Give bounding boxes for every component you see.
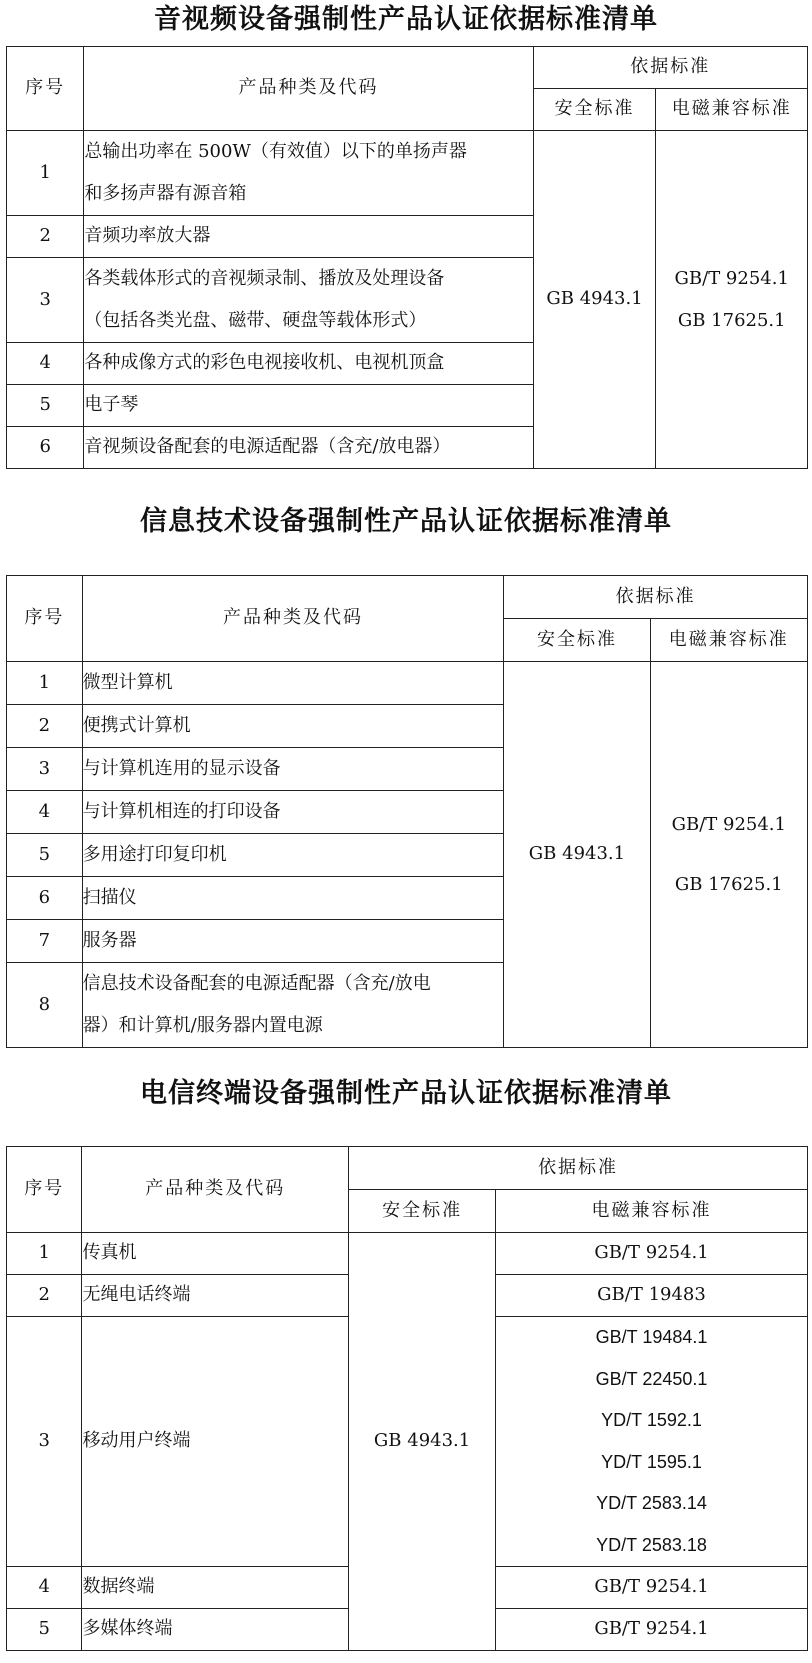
row-number: 5 [7,834,83,877]
emc-standard: GB/T 19483 [496,1275,808,1317]
table1-title: 音视频设备强制性产品认证依据标准清单 [154,4,658,35]
table2 [6,575,808,1048]
row-number: 6 [7,427,84,469]
product-cell: 便携式计算机 [82,705,504,748]
seq-header: 序号 [7,576,83,662]
safety-standard: GB 4943.1 [504,662,650,1048]
product-cell: 微型计算机 [82,662,504,705]
product-header: 产品种类及代码 [84,47,533,131]
row-number: 2 [7,1275,82,1317]
emc-standard: GB/T 9254.1 [496,1567,808,1609]
safety-header: 安全标准 [349,1190,496,1233]
row-number: 5 [7,1609,82,1651]
emc-header: 电磁兼容标准 [656,89,808,131]
product-cell: 扫描仪 [82,877,504,920]
product-cell: 音频功率放大器 [84,216,533,258]
product-header: 产品种类及代码 [82,576,504,662]
table1 [6,46,808,469]
row-number: 7 [7,920,83,963]
row-number: 2 [7,705,83,748]
product-cell: 数据终端 [82,1567,349,1609]
basis-header: 依据标准 [533,47,807,89]
row-number: 2 [7,216,84,258]
product-cell: 与计算机相连的打印设备 [82,791,504,834]
table3-title: 电信终端设备强制性产品认证依据标准清单 [140,1078,672,1109]
seq-header: 序号 [7,47,84,131]
product-cell: 各类载体形式的音视频录制、播放及处理设备 （包括各类光盘、磁带、硬盘等载体形式） [84,258,533,343]
safety-header: 安全标准 [533,89,656,131]
row-number: 4 [7,791,83,834]
basis-header: 依据标准 [504,576,808,619]
product-cell: 总输出功率在 500W（有效值）以下的单扬声器 和多扬声器有源音箱 [84,131,533,216]
product-cell: 多媒体终端 [82,1609,349,1651]
product-cell: 无绳电话终端 [82,1275,349,1317]
product-cell: 移动用户终端 [82,1317,349,1567]
safety-header: 安全标准 [504,619,650,662]
emc-standards: GB/T 9254.1 GB 17625.1 [650,662,807,1048]
product-cell: 音视频设备配套的电源适配器（含充/放电器） [84,427,533,469]
safety-standard: GB 4943.1 [349,1233,496,1651]
row-number: 5 [7,385,84,427]
product-cell: 信息技术设备配套的电源适配器（含充/放电 器）和计算机/服务器内置电源 [82,963,504,1048]
product-cell: 与计算机连用的显示设备 [82,748,504,791]
product-cell: 各种成像方式的彩色电视接收机、电视机顶盒 [84,343,533,385]
row-number: 8 [7,963,83,1048]
row-number: 1 [7,662,83,705]
emc-standard: GB/T 9254.1 [496,1609,808,1651]
row-number: 3 [7,258,84,343]
emc-standards: GB/T 9254.1 GB 17625.1 [656,131,808,469]
emc-header: 电磁兼容标准 [496,1190,808,1233]
row-number: 4 [7,1567,82,1609]
emc-header: 电磁兼容标准 [650,619,807,662]
row-number: 6 [7,877,83,920]
seq-header: 序号 [7,1147,82,1233]
emc-standard: GB/T 9254.1 [496,1233,808,1275]
table3 [6,1146,808,1651]
product-cell: 电子琴 [84,385,533,427]
basis-header: 依据标准 [349,1147,808,1190]
row-number: 3 [7,748,83,791]
row-number: 4 [7,343,84,385]
row-number: 3 [7,1317,82,1567]
row-number: 1 [7,1233,82,1275]
emc-standards: GB/T 19484.1 GB/T 22450.1 YD/T 1592.1 YD/T 1595.1 YD/T 2583.14 YD/T 2583.18 [496,1317,808,1567]
product-header: 产品种类及代码 [82,1147,349,1233]
row-number: 1 [7,131,84,216]
safety-standard: GB 4943.1 [533,131,656,469]
table2-title: 信息技术设备强制性产品认证依据标准清单 [140,506,672,537]
product-cell: 传真机 [82,1233,349,1275]
product-cell: 多用途打印复印机 [82,834,504,877]
product-cell: 服务器 [82,920,504,963]
